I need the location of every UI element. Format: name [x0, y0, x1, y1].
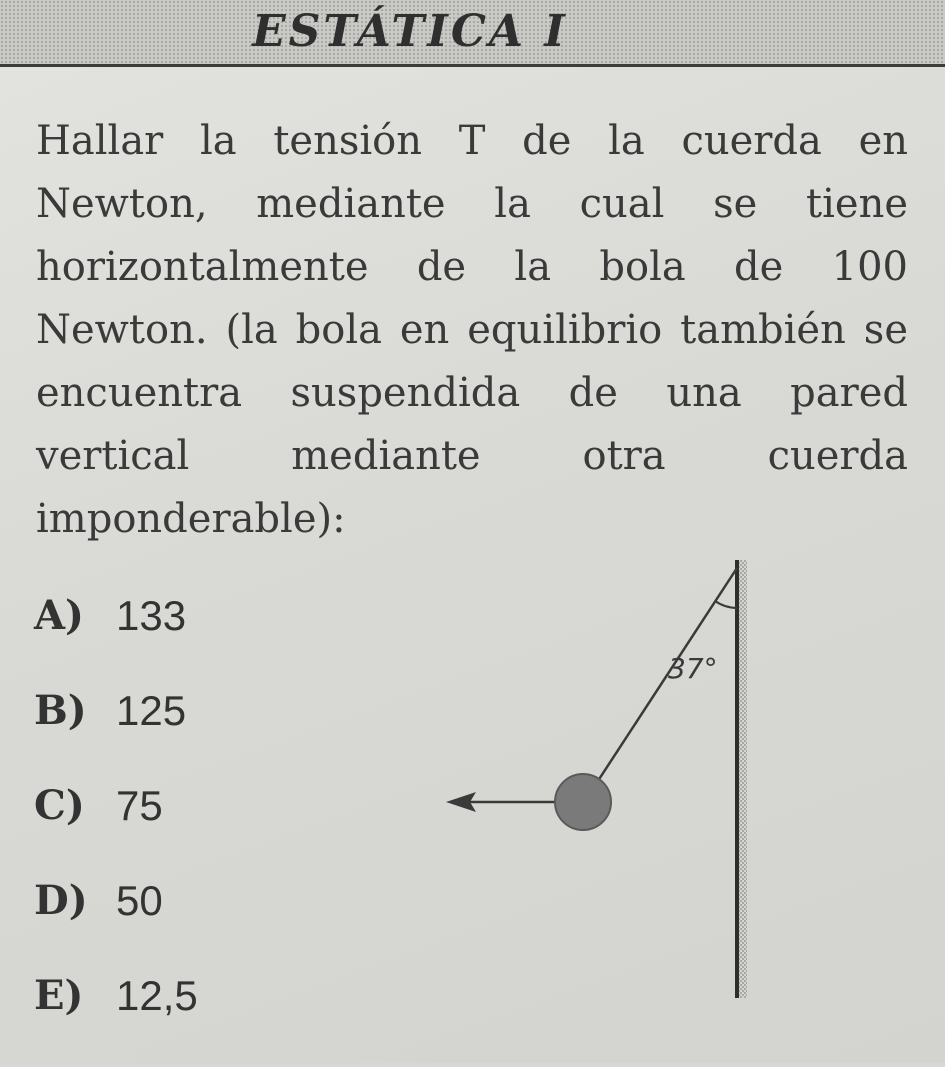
- option-value: 125: [116, 687, 187, 734]
- option-letter: A): [34, 592, 84, 639]
- option-letter: E): [34, 972, 84, 1019]
- section-title: ESTÁTICA I: [252, 6, 568, 57]
- answer-options: [34, 592, 334, 1067]
- angle-label: 37°: [668, 652, 718, 685]
- option-value: 133: [116, 592, 187, 639]
- option-b[interactable]: [34, 687, 334, 782]
- question-text: Hallar la tensión T de la cuerda en Newton, mediante la cual se tiene horizontalmente de la bola de 100 Newton. (la bola en equilibrio también se encuentra suspendida de una pared vertical mediante otra cuerda imponderable):: [36, 118, 908, 542]
- option-letter: D): [34, 877, 88, 924]
- section-header: [0, 0, 945, 67]
- option-value: 50: [116, 877, 163, 924]
- option-c[interactable]: [34, 782, 334, 877]
- option-letter: B): [34, 687, 87, 734]
- option-letter: C): [34, 782, 85, 829]
- physics-diagram: [400, 548, 780, 1008]
- option-e[interactable]: [34, 972, 334, 1067]
- option-value: 12,5: [116, 972, 198, 1019]
- angle-arc: [715, 601, 737, 608]
- option-d[interactable]: [34, 877, 334, 972]
- option-a[interactable]: [34, 592, 334, 687]
- ball: [555, 774, 611, 830]
- option-value: 75: [116, 782, 163, 829]
